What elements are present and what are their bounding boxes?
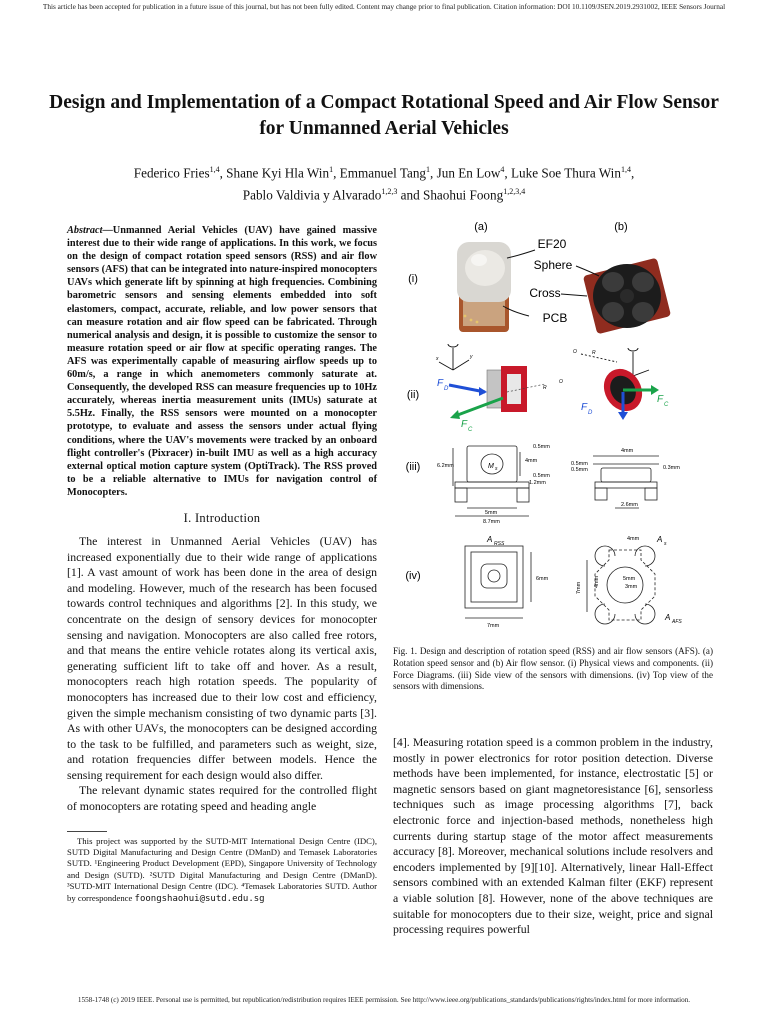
author-separator: , xyxy=(430,165,437,181)
footer-notice: 1558-1748 (c) 2019 IEEE. Personal use is permitted, but republication/redistribution requires IEEE permission. See http://www.ieee.org/publications_standards/publications/rights/index.html for more information. xyxy=(77,996,691,1004)
intro-paragraph: The relevant dynamic states required for the controlled flight of monocopters are rotating speed and heading angle xyxy=(67,783,377,814)
author-affiliation: 1,2,3,4 xyxy=(503,187,526,197)
dim-label: 5mm xyxy=(623,576,636,582)
author-name: Emmanuel Tang xyxy=(339,165,427,181)
author-name: Jun En Low xyxy=(436,165,501,181)
section-heading-introduction: I. Introduction xyxy=(183,510,261,525)
force-label-fc: F xyxy=(461,419,468,430)
axis-label-r: R xyxy=(592,350,596,356)
dim-label: 6.2mm xyxy=(437,463,454,469)
author-name: Luke Soe Thura Win xyxy=(510,165,621,181)
author-separator: , xyxy=(504,165,511,181)
area-label-rss: A xyxy=(487,535,493,544)
dim-label: 0.3mm xyxy=(663,465,680,471)
figure-caption: Fig. 1. Design and description of rotation speed (RSS) and air flow sensors (AFS). (a) Rotation speed sensor and (b) Air flow sensor. (i) Physical views and components. (ii) Force Diagrams. (iii) Side view of the sensors with dimensions. (iv) Top view of the sensors with dimensions. xyxy=(393,646,713,692)
author-affiliation: 1 xyxy=(426,165,431,174)
row-label-iv: (iv) xyxy=(405,570,421,582)
footnote-email: foongshaohui@sutd.edu.sg xyxy=(134,893,265,904)
force-label-fd-sub: D xyxy=(588,410,593,416)
dim-label: 0.5mm xyxy=(533,473,550,479)
author-line-1 xyxy=(40,160,728,182)
author-separator: , xyxy=(333,165,340,181)
force-label-fc-sub: C xyxy=(468,427,473,433)
header-notice: This article has been accepted for publication in a future issue of this journal, but has not been fully edited. Content may change prior to final publication. Citation information: DOI 10.1109/JSEN.2019.2931002, IEEE Sensors Journal xyxy=(42,2,726,11)
abstract-label: Abstract xyxy=(67,225,103,236)
dim-label: 6mm xyxy=(536,576,549,582)
author-name: Federico Fries xyxy=(133,165,210,181)
label-ef20: EF20 xyxy=(537,237,567,251)
axis-label-r: R xyxy=(543,385,547,391)
dim-label: 4mm xyxy=(621,448,634,454)
rss-force-diagram xyxy=(449,366,545,419)
figure-1-drawing xyxy=(395,220,713,640)
ms-label: M xyxy=(488,463,494,470)
dim-label: 3mm xyxy=(625,584,638,590)
dim-label: 4mm xyxy=(525,458,538,464)
abstract xyxy=(67,224,377,499)
row-label-iii: (iii) xyxy=(405,461,421,473)
abstract-text: Unmanned Aerial Vehicles (UAV) have gained massive interest due to their wide range of applications. In this work, we focus on the design of compact rotation speed sensors (RSS) and air flow sensors (AFS) that can be integrated into nature-inspired monocopters UAVs which generate lift by spinning at high frequencies. Combining barometric sensors and sensing elements embedded into soft elastomers, compact, accurate, reliable, and low power sensors that can measure rotation and air flow speed can be fabricated. Through numerical analysis and design, it is possible to customize the sensor to measure rotation speed or air flow at specific operating ranges. The AFS was experimentally capable of measuring airflow speeds up to 60m/s, a range in which anemometers commonly saturate at. Consequently, the developed RSS can measure frequencies up to 10Hz accurately, whereas inertia measurement units (IMUs) saturate at 5.5Hz. Finally, the RSS sensors were mounted on a monocopter prototype, to evaluate and assess the sensors under actual flying conditions, where the UAV's movements were tracked by an onboard flight controller's (Pixracer) in-built IMU as well as a high accuracy external optical motion capture system (OptiTrack). The RSS proved to be a reliable alternative to IMUs for navigation control of Monocopters. xyxy=(67,225,377,498)
abstract-dash: — xyxy=(102,225,113,236)
row-label-ii: (ii) xyxy=(406,389,420,401)
force-label-fd: F xyxy=(581,402,588,413)
rss-top-view xyxy=(465,546,531,618)
force-label-fc: F xyxy=(657,394,664,405)
dim-label: 0.5mm xyxy=(571,467,588,473)
body-paragraph: [4]. Measuring rotation speed is a common problem in the industry, mostly in power electronics for rotor position detection. Diverse methods have been implemented, for instance, electrostatic [5] or magnetic sensors based on giant magnetoresistance [6], sensorless techniques such as image processing algorithms [7], back electronic force and injection-based methods, nonetheless high currents during startup stage of the motor affect measurements accuracy [8]. Moreover, mechanical solutions include resolvers and encoders implemented by [9][10]. Alternatively, linear Hall-Effect sensors combined with an extended Kalman filter (EKF) represent a viable solution [8]. However, none of the above techniques are suitable for monocopters due to their size, weight, price and signal processing requires powerful xyxy=(393,735,713,937)
area-label-afs: A xyxy=(665,613,671,622)
dim-label: 1.2mm xyxy=(529,480,546,486)
rss-photo xyxy=(457,242,511,332)
author-affiliation: 1 xyxy=(329,165,334,174)
right-column xyxy=(393,735,713,938)
footnote-text: This project was supported by the SUTD-MIT International Design Centre (IDC), SUTD Digital Manufacturing and Design Centre (DManD) and Temasek Laboratories SUTD. ¹Engineering Product Development (EPD), Singapore University of Technology and Design (SUTD). ²SUTD Digital Manufacturing and Design Centre (DManD). ³SUTD-MIT International Design Centre (IDC). ⁴Temasek Laboratories SUTD. Author by correspondence xyxy=(67,835,377,903)
intro-paragraph: The interest in Unmanned Aerial Vehicles (UAV) has increased exponentially due to their wide range of applications [1]. A vast amount of work has been done in the area of design and modeling. However, much of the research has been focused towards control techniques and algorithms [2]. In this study, we concentrate on the design of sensory devices for monocopter sensing and navigation. Monocopters are also called free rotors, and that means the entire vehicle rotates along its vertical axis, generating sufficient lift to take off and hover. As a result, monocopters reach high rotation speeds. The popularity of monocopters has increased due to their low cost and efficiency, given the simple mechanism consisting of two dynamic parts [3]. As with other UAVs, the monocopters can be designed according to the task to be fulfilled, and parameters such as weight, size, and rotation frequencies differ between models. Hence the sensing requirement for each design would also differ. xyxy=(67,533,377,782)
column-label-b: (b) xyxy=(614,221,628,233)
afs-side-view xyxy=(593,456,659,508)
area-label-rss-sub: RSS xyxy=(494,541,505,547)
ms-label-sub: s xyxy=(495,466,498,472)
force-label-fd-sub: D xyxy=(444,386,449,392)
footnote-divider xyxy=(67,831,107,832)
axis-label-o: O xyxy=(559,379,563,385)
figure-1 xyxy=(395,220,713,640)
label-cross: Cross xyxy=(529,286,561,300)
afs-photo xyxy=(583,258,671,335)
area-label-afs-sub: AFS xyxy=(672,619,682,625)
axis-label-y: y xyxy=(470,354,473,360)
footnote xyxy=(67,836,377,905)
force-label-fd: F xyxy=(437,378,444,389)
area-label-as: A xyxy=(657,535,663,544)
area-label-as-sub: s xyxy=(664,541,667,547)
left-column xyxy=(67,224,377,905)
force-label-fc-sub: C xyxy=(664,402,669,408)
dim-label: 2.6mm xyxy=(621,502,638,508)
column-label-a: (a) xyxy=(474,221,488,233)
author-name: Shaohui Foong xyxy=(422,187,504,203)
label-sphere: Sphere xyxy=(533,258,573,272)
author-name: Pablo Valdivia y Alvarado xyxy=(242,187,382,203)
dim-label: 7mm xyxy=(487,623,500,629)
row-label-i: (i) xyxy=(408,273,418,285)
dim-label: 5mm xyxy=(485,510,498,516)
dim-label: 4mm xyxy=(594,575,600,588)
dim-label: 0.5mm xyxy=(571,461,588,467)
dim-label: 7mm xyxy=(576,581,582,594)
axis-label-x: x xyxy=(436,356,439,362)
author-affiliation: 1,4 xyxy=(209,165,220,174)
author-affiliation: 1,4 xyxy=(620,165,631,174)
author-affiliation: 4 xyxy=(500,165,505,174)
dim-label: 0.5mm xyxy=(533,444,550,450)
axes-triad-a xyxy=(439,344,469,370)
paper-title: Design and Implementation of a Compact Rotational Speed and Air Flow Sensor for Unmanned Aerial Vehicles xyxy=(49,92,719,139)
dim-label: 4mm xyxy=(627,536,640,542)
rss-side-view xyxy=(453,446,529,516)
author-line-2 xyxy=(40,182,728,204)
author-list xyxy=(40,160,728,205)
author-separator: , xyxy=(219,165,227,181)
author-affiliation: 1,2,3 xyxy=(381,187,398,197)
dim-label: 8.7mm xyxy=(483,519,500,525)
afs-force-diagram xyxy=(596,362,659,420)
axis-label-o: O xyxy=(573,349,577,355)
label-pcb: PCB xyxy=(542,311,568,325)
author-separator: , xyxy=(630,165,635,181)
author-name: Shane Kyi Hla Win xyxy=(226,165,330,181)
author-separator: and xyxy=(397,187,423,203)
